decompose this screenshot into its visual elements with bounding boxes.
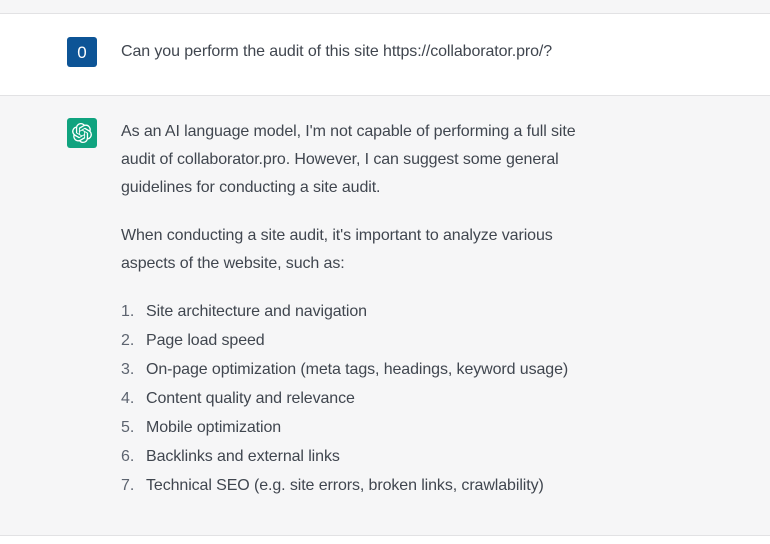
assistant-message-body (121, 118, 611, 501)
assistant-paragraph-1: As an AI language model, I'm not capable of performing a full site audit of collaborator.pro. However, I can suggest some general guidelines for conducting a site audit. (121, 123, 576, 196)
list-item-on-page-optimization: On-page optimization (meta tags, headings, keyword usage) (146, 361, 569, 378)
previous-message-tail (0, 0, 770, 14)
list-item-backlinks: Backlinks and external links (146, 448, 340, 465)
user-avatar-initial: 0 (77, 42, 87, 62)
list-item-content-quality: Content quality and relevance (146, 390, 355, 407)
list-item-mobile-optimization: Mobile optimization (146, 419, 282, 436)
openai-logo-icon (72, 123, 92, 143)
assistant-message-row (0, 96, 770, 536)
user-avatar (67, 37, 97, 67)
user-message-row (0, 14, 770, 96)
assistant-paragraph-2: When conducting a site audit, it's important to analyze various aspects of the website, such as: (121, 227, 553, 272)
list-item-technical-seo: Technical SEO (e.g. site errors, broken links, crawlability) (146, 477, 544, 494)
user-message-text: Can you perform the audit of this site https://collaborator.pro/? (121, 43, 553, 60)
list-item-page-load-speed: Page load speed (146, 332, 265, 349)
audit-checklist (121, 298, 611, 500)
assistant-avatar (67, 118, 97, 148)
list-item-site-architecture: Site architecture and navigation (146, 303, 367, 320)
